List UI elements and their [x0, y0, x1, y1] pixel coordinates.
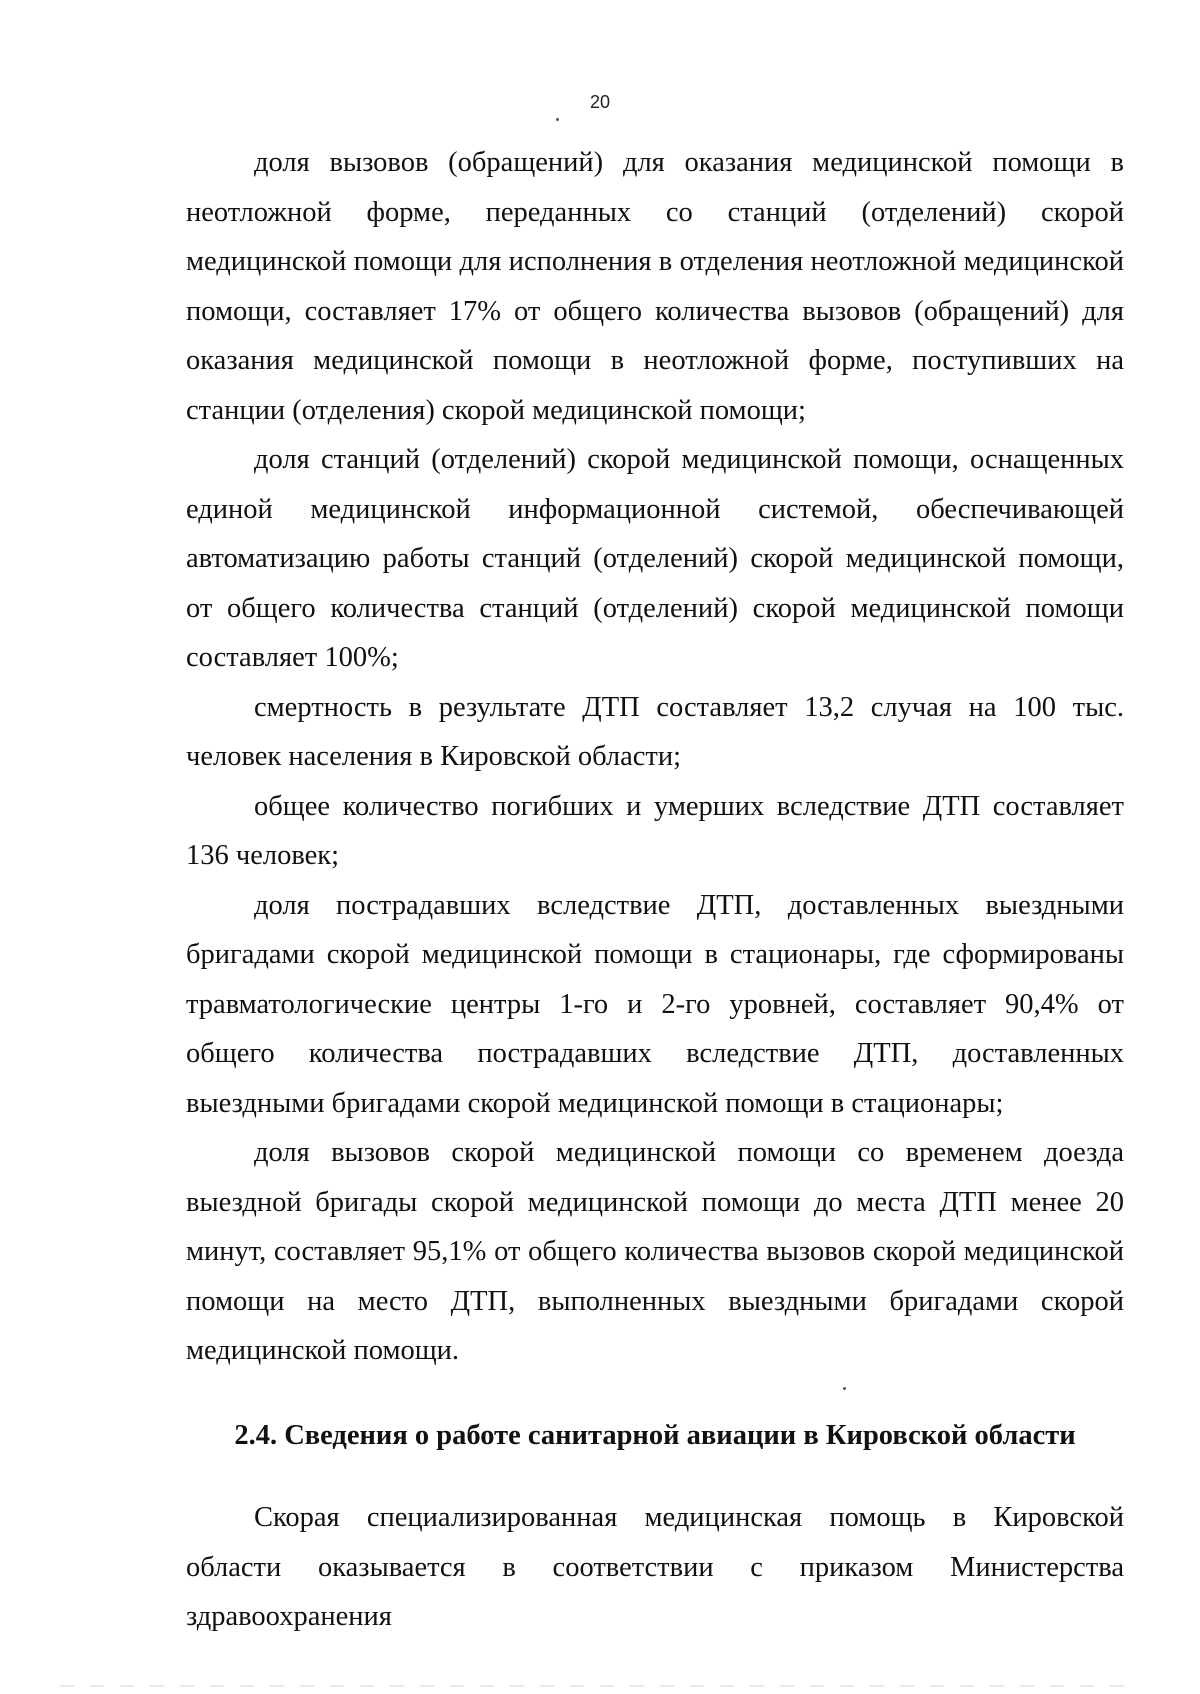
- page-number: 20: [589, 92, 611, 112]
- paragraph-trauma-center-delivery-share: доля пострадавших вследствие ДТП, доставленных выездными бригадами скорой медицинской помощи в стационары, где сформированы травматологические центры 1-го и 2-го уровней, составляет 90,4% от общего количества пострадавших вследствие ДТП, доставленных выездными бригадами скорой медицинской помощи в стационары;: [186, 889, 1124, 1119]
- paragraph-stations-equipped-share: доля станций (отделений) скорой медицинской помощи, оснащенных единой медицинской информационной системой, обеспечивающей автоматизацию работы станций (отделений) скорой медицинской помощи, от общего количества станций (отделений) скорой медицинской помощи составляет 100%;: [186, 444, 1124, 673]
- paragraph-road-accident-mortality: смертность в результате ДТП составляет 13,2 случая на 100 тыс. человек населения в Кировской области;: [186, 691, 1124, 772]
- paragraph-emergency-calls-share: доля вызовов (обращений) для оказания медицинской помощи в неотложной форме, переданных со станций (отделений) скорой медицинской помощи для исполнения в отделения неотложной медицинской помощи, составляет 17% от общего количества вызовов (обращений) для оказания медицинской помощи в неотложной форме, поступивших на станции (отделения) скорой медицинской помощи;: [186, 147, 1124, 426]
- section-body-text: [186, 1493, 1124, 1642]
- section-heading: 2.4. Сведения о работе санитарной авиации в Кировской области: [234, 1420, 1076, 1451]
- body-text: [186, 138, 1124, 1376]
- scan-edge-artifact: [60, 1685, 1140, 1687]
- paragraph-road-accident-deaths: общее количество погибших и умерших вследствие ДТП составляет 136 человек;: [186, 790, 1124, 871]
- paragraph-arrival-time-share: доля вызовов скорой медицинской помощи со временем доезда выездной бригады скорой медицинской помощи до места ДТП менее 20 минут, составляет 95,1% от общего количества вызовов скорой медицинской помощи на место ДТП, выполненных выездными бригадами скорой медицинской помощи.: [186, 1137, 1124, 1366]
- scan-speck: [556, 118, 559, 121]
- scan-speck: [843, 1387, 846, 1390]
- paragraph-air-ambulance-intro: Скорая специализированная медицинская помощь в Кировской области оказывается в соответствии с приказом Министерства здравоохранения: [186, 1502, 1124, 1632]
